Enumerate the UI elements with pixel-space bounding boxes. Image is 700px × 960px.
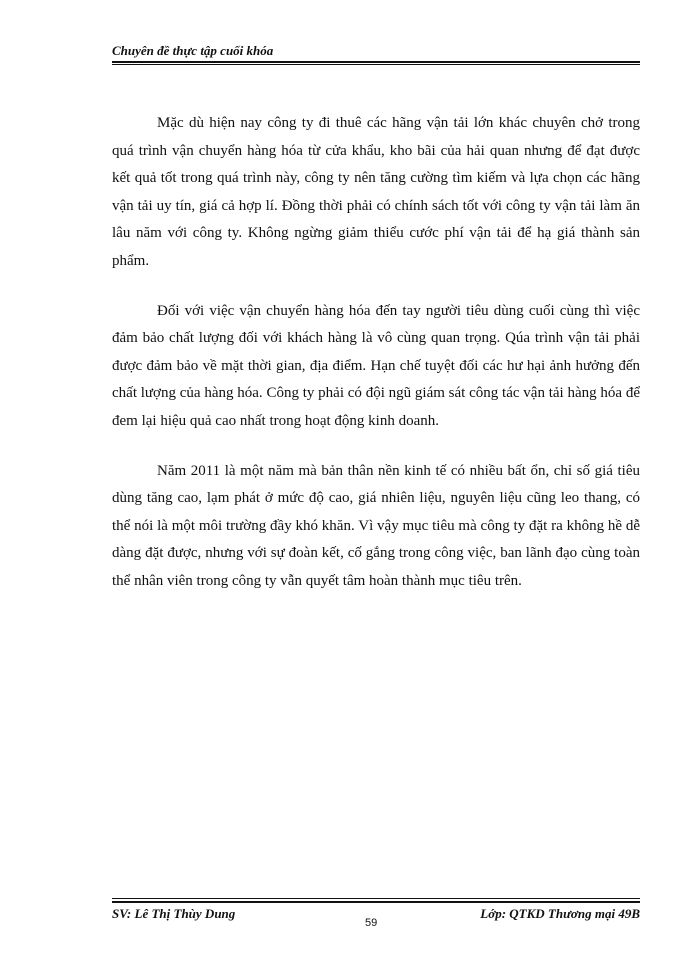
header-rule-thin (112, 64, 640, 65)
paragraph-1: Mặc dù hiện nay công ty đi thuê các hãng vận tải lớn khác chuyên chở trong quá trình vận chuyển hàng hóa từ cửa khẩu, kho bãi của hải quan nhưng để đạt được kết quả tốt trong quá trình này, công ty nên tăng cường tìm kiếm và lựa chọn các hãng vận tải uy tín, giá cả hợp lí. Đồng thời phải có chính sách tốt với công ty vận tải làm ăn lâu năm với công ty. Không ngừng giảm thiểu cước phí vận tải để hạ giá thành sản phẩm. (112, 115, 640, 269)
footer-rule-thin (112, 898, 640, 899)
paragraph-3: Năm 2011 là một năm mà bản thân nền kinh tế có nhiều bất ổn, chỉ số giá tiêu dùng tăng cao, lạm phát ở mức độ cao, giá nhiên liệu, nguyên liệu cũng leo thang, có thể nói là một môi trường đầy khó khăn. Vì vậy mục tiêu mà công ty đặt ra không hề dễ dàng đặt được, nhưng với sự đoàn kết, cố gắng trong công việc, ban lãnh đạo cùng toàn thể nhân viên trong công ty vẫn quyết tâm hoàn thành mục tiêu trên. (112, 462, 640, 589)
footer-class-label: Lớp: QTKD Thương mại 49B (480, 906, 640, 921)
page-header-title: Chuyên đề thực tập cuối khóa (112, 43, 274, 58)
footer-student-name: SV: Lê Thị Thùy Dung (112, 906, 236, 921)
header-rule-thick (112, 61, 640, 63)
page-number: 59 (365, 917, 378, 929)
document-body (112, 110, 640, 618)
footer-rule-thick (112, 901, 640, 903)
paragraph-2: Đối với việc vận chuyển hàng hóa đến tay người tiêu dùng cuối cùng thì việc đảm bảo chất lượng đối với khách hàng là vô cùng quan trọng. Qúa trình vận tải phải được đảm bảo về mặt thời gian, địa điểm. Hạn chế tuyệt đối các hư hại ảnh hưởng đến chất lượng của hàng hóa. Công ty phải có đội ngũ giám sát công tác vận tải hàng hóa để đem lại hiệu quả cao nhất trong hoạt động kinh doanh. (112, 302, 640, 429)
